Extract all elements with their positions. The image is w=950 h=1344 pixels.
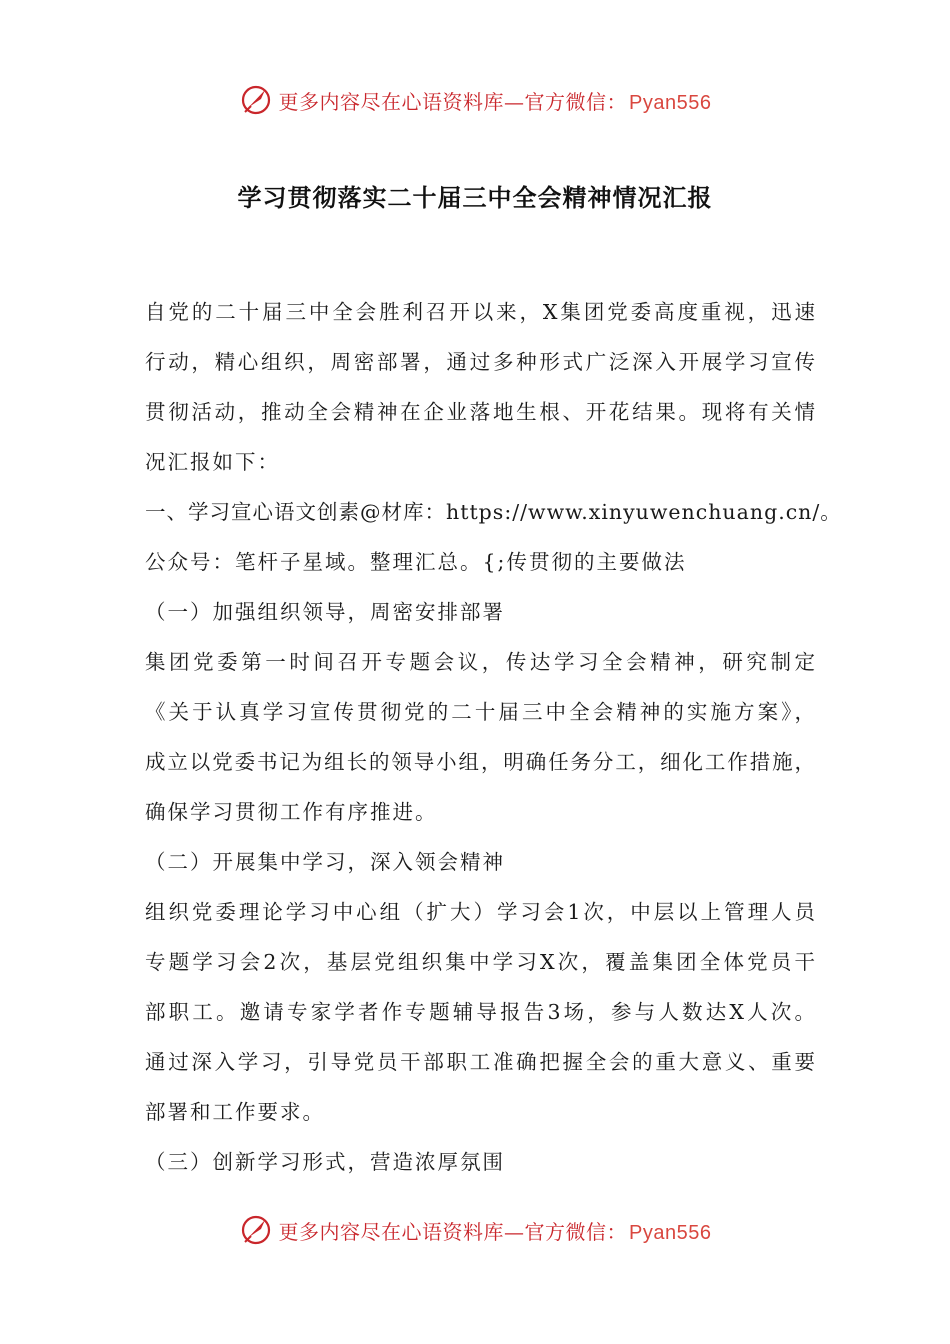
body-line: 公众号：笔杆子星域。整理汇总。{;传贯彻的主要做法 bbox=[145, 550, 687, 574]
body-line: 部职工。邀请专家学者作专题辅导报告3场，参与人数达X人次。 bbox=[145, 1000, 815, 1024]
body-line: 贯彻活动，推动全会精神在企业落地生根、开花结果。现将有关情 bbox=[145, 400, 815, 424]
document-title: 学习贯彻落实二十届三中全会精神情况汇报 bbox=[237, 184, 713, 212]
section-heading: （一）加强组织领导，周密安排部署 bbox=[145, 600, 505, 624]
banner-dash: — bbox=[504, 1219, 525, 1244]
banner-wechat-id: Pyan556 bbox=[629, 91, 712, 114]
footer-banner bbox=[0, 1210, 950, 1250]
body-line: 况汇报如下： bbox=[145, 450, 280, 474]
body-line: 集团党委第一时间召开专题会议，传达学习全会精神，研究制定 bbox=[145, 650, 815, 674]
section-heading: （三）创新学习形式，营造浓厚氛围 bbox=[145, 1150, 505, 1174]
banner-prefix: 更多内容尽在心语资料库 bbox=[278, 1219, 505, 1244]
body-line: 成立以党委书记为组长的领导小组，明确任务分工，细化工作措施， bbox=[145, 750, 815, 774]
body-line: 一、学习宣心语文创素@材库：https://www.xinyuwenchuang.cn/。 bbox=[145, 500, 842, 524]
banner-prefix: 更多内容尽在心语资料库 bbox=[278, 89, 505, 114]
body-line: 行动，精心组织，周密部署，通过多种形式广泛深入开展学习宣传 bbox=[145, 350, 815, 374]
banner-text bbox=[279, 1216, 712, 1245]
body-line: 组织党委理论学习中心组（扩大）学习会1次，中层以上管理人员 bbox=[145, 900, 815, 924]
banner-official: 官方微信： bbox=[524, 89, 628, 114]
body-line: 通过深入学习，引导党员干部职工准确把握全会的重大意义、重要 bbox=[145, 1050, 815, 1074]
banner-wechat-id: Pyan556 bbox=[629, 1221, 712, 1244]
banner-dash: — bbox=[504, 89, 525, 114]
section-heading: （二）开展集中学习，深入领会精神 bbox=[145, 850, 505, 874]
quill-circle-logo-icon bbox=[239, 83, 273, 117]
body-line: 确保学习贯彻工作有序推进。 bbox=[145, 800, 438, 824]
document-body bbox=[145, 292, 842, 1192]
body-line: 自党的二十届三中全会胜利召开以来，X集团党委高度重视，迅速 bbox=[145, 300, 815, 324]
header-banner bbox=[0, 80, 950, 120]
body-line: 专题学习会2次，基层党组织集中学习X次，覆盖集团全体党员干 bbox=[145, 950, 815, 974]
quill-circle-logo-icon bbox=[239, 1213, 273, 1247]
banner-text bbox=[279, 86, 712, 115]
body-line: 部署和工作要求。 bbox=[145, 1100, 325, 1124]
banner-official: 官方微信： bbox=[524, 1219, 628, 1244]
body-line: 《关于认真学习宣传贯彻党的二十届三中全会精神的实施方案》， bbox=[145, 700, 815, 724]
